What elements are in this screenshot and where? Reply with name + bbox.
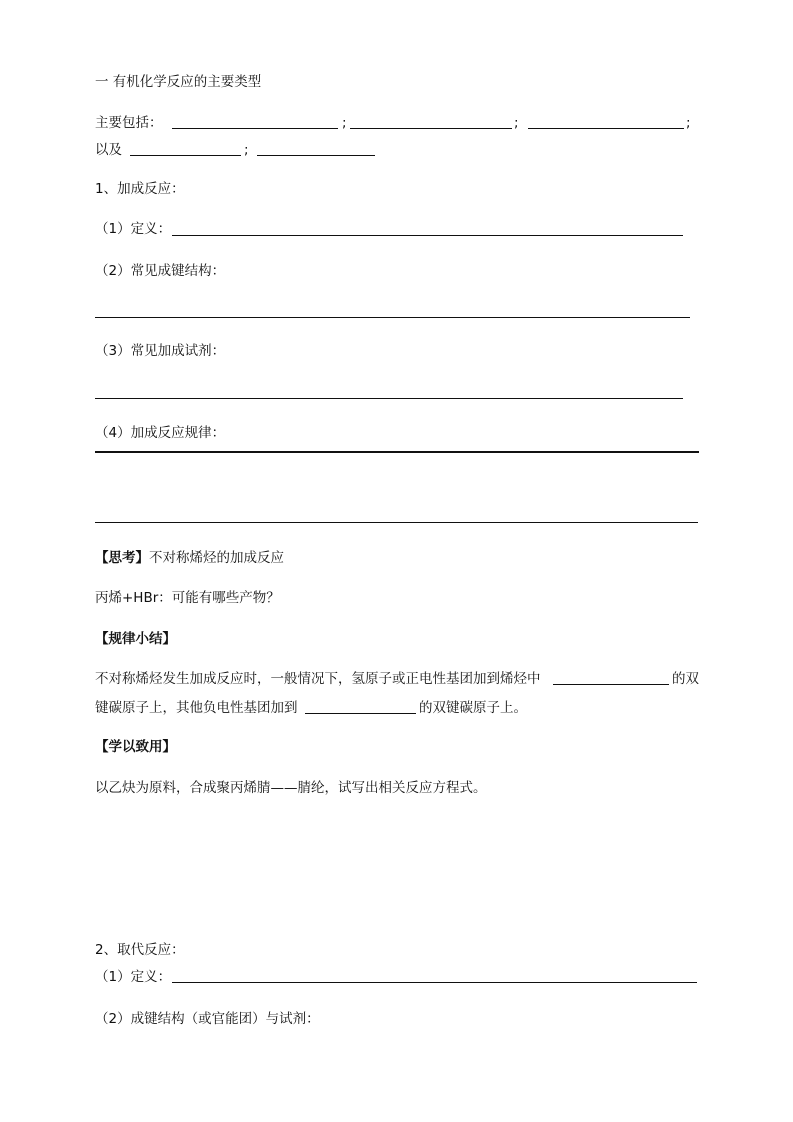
answer-blank-type-3[interactable]: [528, 128, 684, 129]
answer-blank-type-1[interactable]: [172, 128, 338, 129]
separator: ;: [342, 115, 347, 131]
separator: ;: [244, 142, 249, 158]
section-heading: 一 有机化学反应的主要类型: [95, 74, 262, 90]
summary-line1-text: 不对称烯烃发生加成反应时，一般情况下，氢原子或正电性基团加到烯烃中: [95, 671, 541, 687]
substitution-heading: 2、取代反应：: [95, 942, 185, 958]
addition-definition-blank[interactable]: [172, 235, 683, 236]
apply-text: 以乙炔为原料，合成聚丙烯腈——腈纶，试写出相关反应方程式。: [95, 780, 487, 796]
addition-rule-blank-1[interactable]: [95, 451, 699, 453]
apply-heading: 【学以致用】: [95, 739, 176, 755]
think-heading-text: 不对称烯烃的加成反应: [149, 550, 284, 566]
substitution-definition-blank[interactable]: [172, 982, 697, 983]
think-heading: [95, 549, 284, 567]
addition-reagents-label: （3）常见加成试剂：: [95, 343, 226, 359]
addition-bond-structure-blank[interactable]: [95, 317, 690, 318]
summary-blank-2[interactable]: [305, 713, 416, 714]
think-question: 丙烯+HBr：可能有哪些产物？: [95, 590, 280, 606]
addition-rule-blank-2[interactable]: [95, 522, 698, 523]
substitution-definition-label: （1）定义：: [95, 969, 172, 985]
main-types-line2-label: 以及: [95, 142, 122, 158]
answer-blank-type-2[interactable]: [350, 128, 512, 129]
separator: ;: [514, 115, 519, 131]
answer-blank-type-4[interactable]: [130, 155, 241, 156]
think-bracket: 【思考】: [95, 550, 149, 566]
answer-blank-type-5[interactable]: [257, 155, 375, 156]
separator: ;: [686, 115, 691, 131]
substitution-bond-reagent-label: （2）成键结构（或官能团）与试剂：: [95, 1011, 320, 1027]
summary-line1-tail: 的双: [672, 671, 699, 687]
addition-heading: 1、加成反应：: [95, 181, 185, 197]
summary-line2-tail: 的双键碳原子上。: [419, 700, 527, 716]
addition-definition-label: （1）定义：: [95, 221, 172, 237]
addition-reagents-blank[interactable]: [95, 398, 683, 399]
summary-heading: 【规律小结】: [95, 631, 176, 647]
addition-rule-label: （4）加成反应规律：: [95, 425, 226, 441]
summary-blank-1[interactable]: [553, 684, 669, 685]
main-types-label: 主要包括：: [95, 115, 163, 131]
summary-line2-text: 键碳原子上，其他负电性基团加到: [95, 700, 298, 716]
addition-bond-structure-label: （2）常见成键结构：: [95, 263, 226, 279]
